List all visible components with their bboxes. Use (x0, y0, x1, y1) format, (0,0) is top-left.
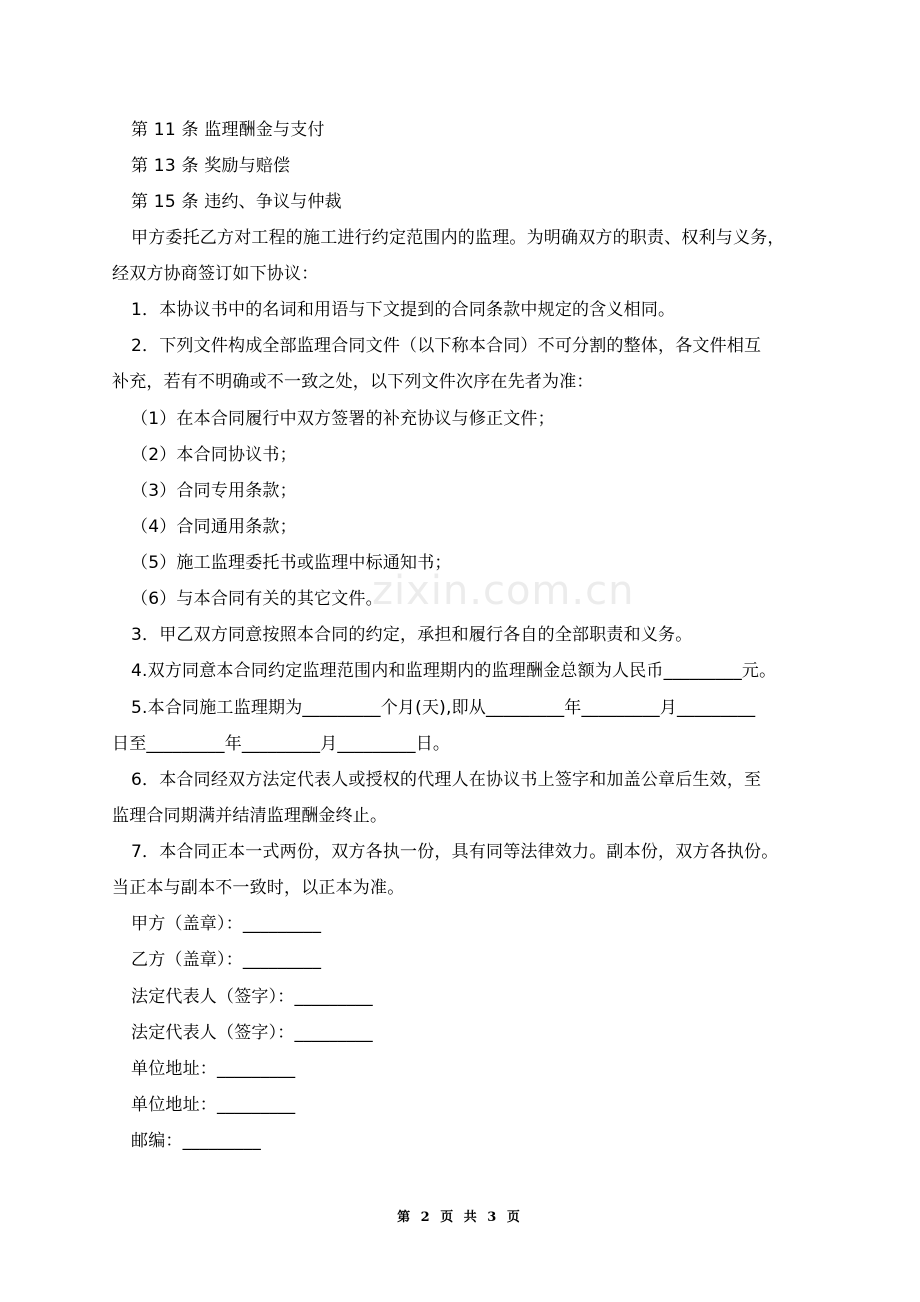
address-field: 单位地址：_________ (131, 1059, 296, 1079)
clause-line: 第 15 条 违约、争议与仲裁 (131, 192, 342, 212)
paragraph-line: 6．本合同经双方法定代表人或授权的代理人在协议书上签字和加盖公章后生效，至 (131, 770, 762, 790)
paragraph-line: 1．本协议书中的名词和用语与下文提到的合同条款中规定的含义相同。 (131, 300, 676, 320)
paragraph-line: 甲方委托乙方对工程的施工进行约定范围内的监理。为明确双方的职责、权利与义务， (131, 228, 785, 248)
list-item: （1）在本合同履行中双方签署的补充协议与修正文件； (131, 409, 555, 429)
paragraph-line: 2．下列文件构成全部监理合同文件（以下称本合同）不可分割的整体，各文件相互 (131, 336, 762, 356)
list-item: （4）合同通用条款； (131, 517, 297, 537)
paragraph-line: 3．甲乙双方同意按照本合同的约定，承担和履行各自的全部职责和义务。 (131, 625, 693, 645)
page-number-footer: 第 2 页 共 3 页 (397, 1210, 523, 1225)
signature-field: 法定代表人（签字）：_________ (131, 987, 373, 1007)
postcode-field: 邮编：_________ (131, 1131, 261, 1151)
paragraph-line: 日至_________年_________月_________日。 (112, 734, 451, 754)
signature-field: 法定代表人（签字）：_________ (131, 1023, 373, 1043)
list-item: （2）本合同协议书； (131, 445, 297, 465)
paragraph-line: 补充，若有不明确或不一致之处，以下列文件次序在先者为准： (112, 372, 594, 392)
clause-line: 第 11 条 监理酬金与支付 (131, 120, 325, 140)
paragraph-line: 5.本合同施工监理期为_________个月(天),即从_________年_________月_________ (131, 698, 756, 718)
list-item: （5）施工监理委托书或监理中标通知书； (131, 553, 452, 573)
paragraph-line: 7．本合同正本一式两份，双方各执一份，具有同等法律效力。副本份，双方各执份。 (131, 842, 779, 862)
signature-field: 乙方（盖章）：_________ (131, 950, 322, 970)
paragraph-line: 监理合同期满并结清监理酬金终止。 (112, 806, 388, 826)
signature-field: 甲方（盖章）：_________ (131, 914, 322, 934)
list-item: （3）合同专用条款； (131, 481, 297, 501)
paragraph-line: 4.双方同意本合同约定监理范围内和监理期内的监理酬金总额为人民币_________元。 (131, 661, 777, 681)
address-field: 单位地址：_________ (131, 1095, 296, 1115)
watermark: zixin.com.cn (372, 568, 635, 614)
clause-line: 第 13 条 奖励与赔偿 (131, 156, 291, 176)
list-item: （6）与本合同有关的其它文件。 (131, 589, 383, 609)
paragraph-line: 经双方协商签订如下协议： (112, 264, 319, 284)
paragraph-line: 当正本与副本不一致时，以正本为准。 (112, 878, 405, 898)
